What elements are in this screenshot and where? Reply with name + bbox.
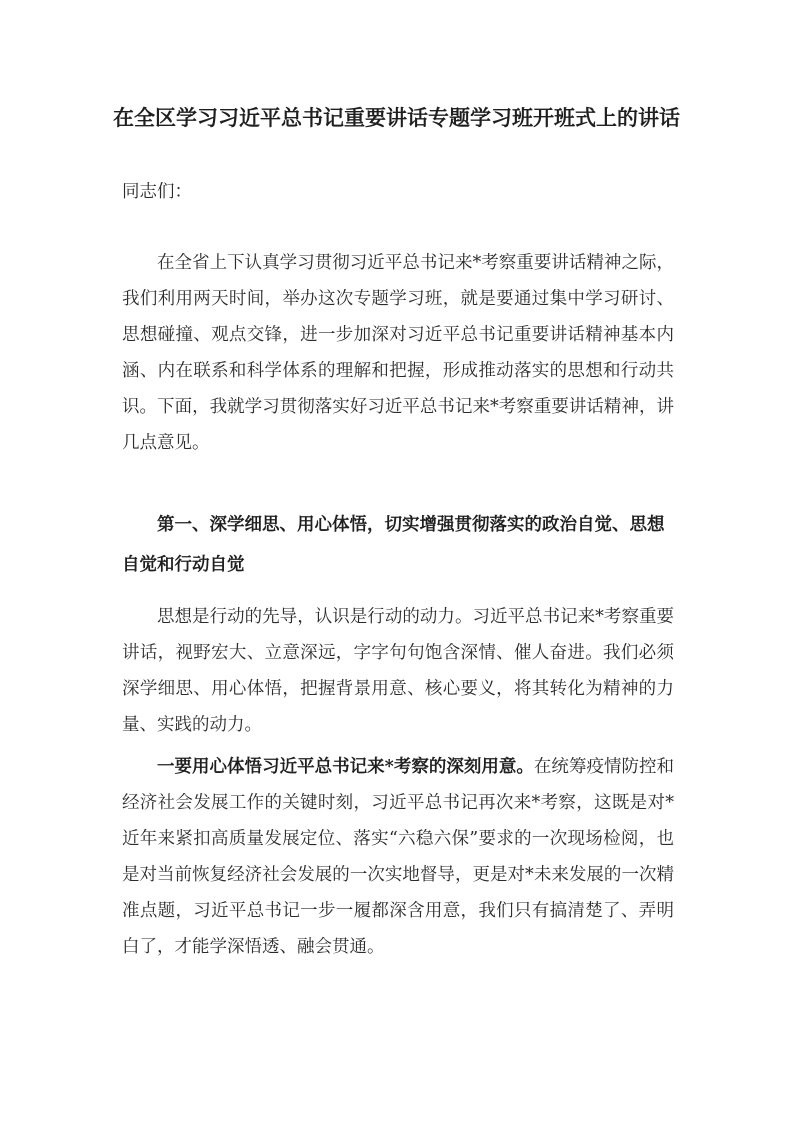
point-paragraph: [122, 749, 674, 965]
section-paragraph: 思想是行动的先导，认识是行动的动力。习近平总书记来*考察重要讲话，视野宏大、立意深远，字字句句饱含深情、催人奋进。我们必须深学细思、用心体悟，把握背景用意、核心要义，将其转化为精神的力量、实践的动力。: [122, 607, 674, 735]
point-lead: 一要用心体悟习近平总书记来*考察的深刻用意。: [157, 757, 534, 777]
greeting: 同志们：: [122, 182, 192, 202]
point-text: 在统筹疫情防控和经济社会发展工作的关键时刻，习近平总书记再次来*考察，这既是对*近年来紧扣高质量发展定位、落实“六稳六保”要求的一次现场检阅，也是对当前恢复经济社会发展的一次实地督导，更是对*未来发展的一次精准点题，习近平总书记一步一履都深含用意，我们只有搞清楚了、弄明白了，才能学深悟透、融会贯通。: [122, 757, 675, 957]
section-heading: 第一、深学细思、用心体悟，切实增强贯彻落实的政治自觉、思想自觉和行动自觉: [122, 515, 665, 575]
document-title: 在全区学习习近平总书记重要讲话专题学习班开班式上的讲话: [113, 105, 680, 130]
intro-paragraph: 在全省上下认真学习贯彻习近平总书记来*考察重要讲话精神之际，我们利用两天时间，举办这次专题学习班，就是要通过集中学习研讨、思想碰撞、观点交锋，进一步加深对习近平总书记重要讲话精神基本内涵、内在联系和科学体系的理解和把握，形成推动落实的思想和行动共识。下面，我就学习贯彻落实好习近平总书记来*考察重要讲话精神，讲几点意见。: [122, 253, 674, 453]
